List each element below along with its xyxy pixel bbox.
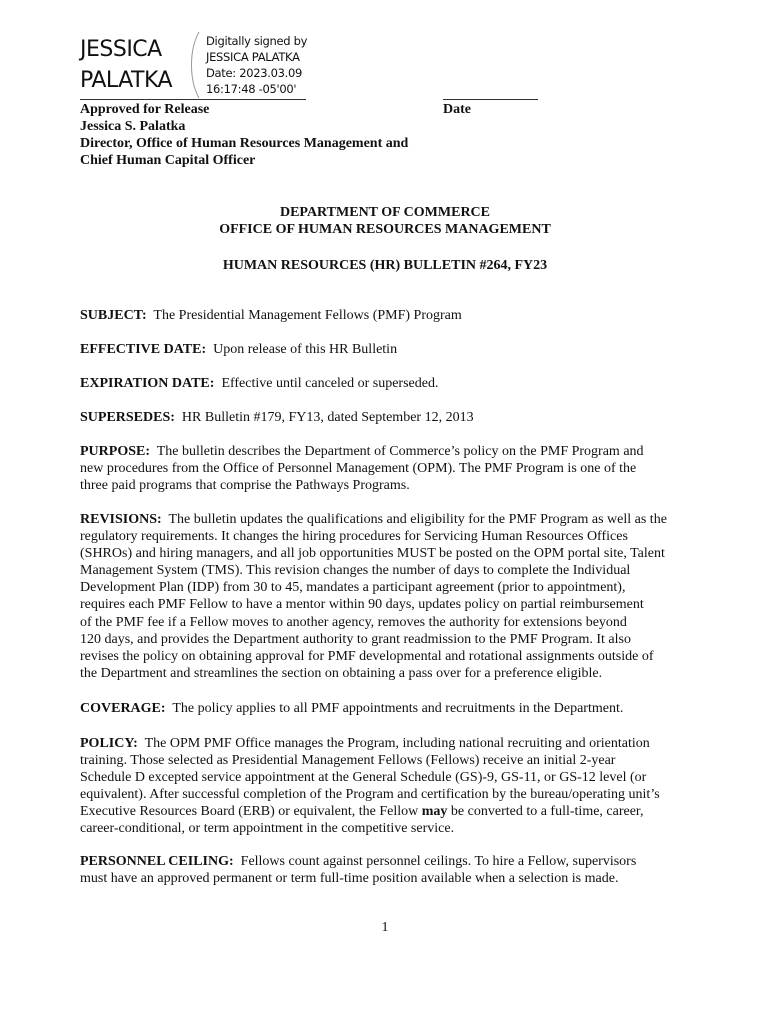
section-text: The bulletin updates the qualifications and eligibility for the PMF Program as well as the xyxy=(168,512,667,527)
signature-meta-line: JESSICA PALATKA xyxy=(206,50,300,64)
office-title: OFFICE OF HUMAN RESOURCES MANAGEMENT xyxy=(219,222,551,237)
section-label: PURPOSE: xyxy=(80,444,150,459)
signature-name-line2: PALATKA xyxy=(80,68,173,93)
department-title: DEPARTMENT OF COMMERCE xyxy=(279,205,491,220)
digital-signature-details xyxy=(206,33,307,97)
signature-meta-line: Digitally signed by xyxy=(206,34,308,48)
signature-line xyxy=(80,99,306,100)
section-text: revises the policy on obtaining approval for PMF developmental and rotational assignments outside of xyxy=(80,648,654,664)
revisions-section xyxy=(80,511,692,682)
purpose-section xyxy=(80,443,692,494)
section-label: REVISIONS: xyxy=(80,512,162,527)
approver-title-2: Chief Human Capital Officer xyxy=(80,153,256,168)
subject-section xyxy=(80,307,692,324)
section-text: Executive Resources Board (ERB) or equivalent, the Fellow xyxy=(80,804,422,820)
coverage-section xyxy=(80,700,692,717)
section-label: SUPERSEDES: xyxy=(80,410,175,425)
signature-meta-line: Date: 2023.03.09 xyxy=(206,66,303,80)
approval-line: Approved for Release xyxy=(80,102,210,117)
page-number: 1 xyxy=(381,920,389,935)
effective-date-section xyxy=(80,341,692,358)
section-label: SUBJECT: xyxy=(80,308,147,323)
section-text: 120 days, and provides the Department authority to grant readmission to the PMF Program. It also xyxy=(80,631,631,647)
section-text: three paid programs that comprise the Pathways Programs. xyxy=(80,478,410,494)
approver-title: Director, Office of Human Resources Management and xyxy=(80,136,409,151)
section-text: of the PMF fee if a Fellow moves to another agency, removes the authority for extensions beyond xyxy=(80,614,627,630)
section-text: career-conditional, or term appointment in the competitive service. xyxy=(80,821,455,837)
section-text: the Department and streamlines the section on obtaining a pass over for a preference eligible. xyxy=(80,665,603,681)
section-text: new procedures from the Office of Personnel Management (OPM). The PMF Program is one of the xyxy=(80,461,637,477)
section-text: The bulletin describes the Department of Commerce’s policy on the PMF Program and xyxy=(156,444,644,459)
personnel-ceiling-section xyxy=(80,853,692,887)
bulletin-title: HUMAN RESOURCES (HR) BULLETIN #264, FY23 xyxy=(222,258,548,273)
section-text: requires each PMF Fellow to have a mentor within 90 days, updates policy on partial reimbursement xyxy=(80,597,644,613)
approver-name: Jessica S. Palatka xyxy=(80,119,186,134)
signature-name-line1: JESSICA xyxy=(80,37,162,62)
date-label: Date xyxy=(443,102,471,117)
section-text: training. Those selected as Presidential Management Fellows (Fellows) receive an initial 2-year xyxy=(80,753,616,769)
policy-section xyxy=(80,735,692,838)
section-text: be converted to a full-time, career, xyxy=(447,804,644,820)
section-label: EFFECTIVE DATE: xyxy=(80,342,207,357)
approval-block xyxy=(80,101,408,169)
section-text: HR Bulletin #179, FY13, dated September 12, 2013 xyxy=(181,410,474,425)
section-text: Upon release of this HR Bulletin xyxy=(213,342,398,357)
section-text: Management System (TMS). This revision changes the number of days to complete the Individual xyxy=(80,563,631,579)
section-text: must have an approved permanent or term full-time position available when a selection is made. xyxy=(80,871,619,887)
section-label: COVERAGE: xyxy=(80,701,166,716)
supersedes-section xyxy=(80,409,692,426)
section-text: Development Plan (IDP) from 30 to 45, mandates a participant agreement (prior to appointment), xyxy=(80,580,626,596)
section-label: PERSONNEL CEILING: xyxy=(80,854,234,869)
date-line xyxy=(443,99,538,100)
section-text: equivalent). After successful completion of the Program and certification by the bureau/operating unit’s xyxy=(80,787,660,803)
section-text: The OPM PMF Office manages the Program, including national recruiting and orientation xyxy=(144,736,650,751)
section-label: EXPIRATION DATE: xyxy=(80,376,215,391)
section-text: Fellows count against personnel ceilings. To hire a Fellow, supervisors xyxy=(240,854,637,869)
section-text: Schedule D excepted service appointment at the General Schedule (GS)-9, GS-11, or GS-12 level (or xyxy=(80,770,647,786)
section-text: (SHROs) and hiring managers, and all job opportunities MUST be posted on the OPM portal site, Talent xyxy=(80,546,665,562)
section-text: Effective until canceled or superseded. xyxy=(221,376,439,391)
expiration-date-section xyxy=(80,375,692,392)
emphasis-may: may xyxy=(421,804,448,820)
section-label: POLICY: xyxy=(80,736,138,751)
section-text: The policy applies to all PMF appointments and recruitments in the Department. xyxy=(172,701,624,716)
section-text: The Presidential Management Fellows (PMF) Program xyxy=(153,308,462,323)
signature-divider-icon xyxy=(185,30,205,100)
document-header xyxy=(0,204,770,238)
signature-name xyxy=(80,34,200,96)
section-text: regulatory requirements. It changes the hiring procedures for Servicing Human Resources Offices xyxy=(80,529,628,545)
signature-meta-line: 16:17:48 -05'00' xyxy=(206,82,297,96)
